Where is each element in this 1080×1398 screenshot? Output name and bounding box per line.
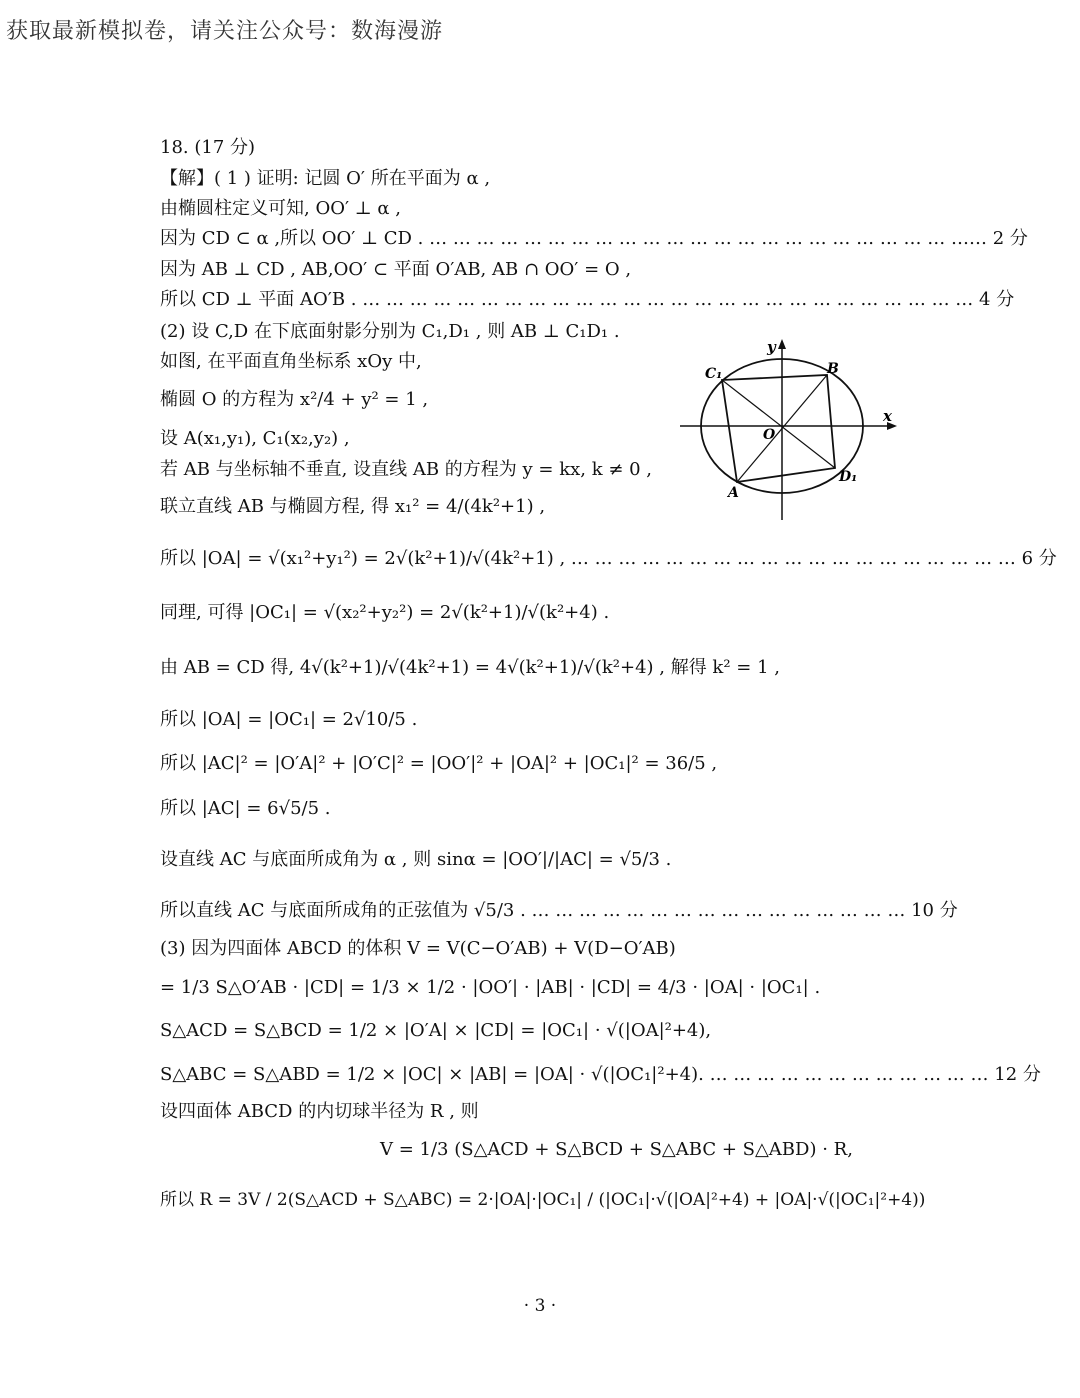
solution-line: 如图, 在平面直角坐标系 xOy 中, (160, 351, 422, 372)
solution-line: 由 AB = CD 得, 4√(k²+1)/√(4k²+1) = 4√(k²+1)/√(k²+4) , 解得 k² = 1 , (160, 657, 780, 678)
quadrilateral (722, 375, 835, 482)
solution-line: 因为 AB ⊥ CD , AB,OO′ ⊂ 平面 O′AB, AB ∩ OO′ = O , (160, 259, 632, 280)
solution-line: 设 A(x₁,y₁), C₁(x₂,y₂) , (160, 428, 350, 449)
ellipse-figure (675, 335, 910, 525)
label-b: B (827, 361, 839, 377)
solution-line: 由椭圆柱定义可知, OO′ ⊥ α , (160, 198, 402, 219)
solution-line: (3) 因为四面体 ABCD 的体积 V = V(C−O′AB) + V(D−O′AB) (160, 938, 676, 959)
solution-line: 若 AB 与坐标轴不垂直, 设直线 AB 的方程为 y = kx, k ≠ 0 , (160, 459, 653, 480)
solution-line: 所以 |AC|² = |O′A|² + |O′C|² = |OO′|² + |OA|² + |OC₁|² = 36/5 , (160, 753, 718, 774)
solution-line: 【解】( 1 ) 证明: 记圆 O′ 所在平面为 α , (160, 168, 491, 189)
solution-line: = 1/3 S△O′AB · |CD| = 1/3 × 1/2 · |OO′| · |AB| · |CD| = 4/3 · |OA| · |OC₁| . (160, 977, 821, 998)
solution-line: 所以 R = 3V / 2(S△ACD + S△ABC) = 2·|OA|·|OC₁| / (|OC₁|·√(|OA|²+4) + |OA|·√(|OC₁|²+4)) (160, 1190, 926, 1210)
solution-line: 所以 |OA| = |OC₁| = 2√10/5 . (160, 709, 418, 730)
solution-line: 联立直线 AB 与椭圆方程, 得 x₁² = 4/(4k²+1) , (160, 496, 546, 517)
solution-line: V = 1/3 (S△ACD + S△BCD + S△ABC + S△ABD) · R, (380, 1139, 853, 1160)
label-d1: D₁ (839, 469, 858, 485)
solution-line: S△ABC = S△ABD = 1/2 × |OC| × |AB| = |OA| · √(|OC₁|²+4). … … … … … … … … … … … … 12 分 (160, 1064, 1041, 1085)
label-o: O (763, 427, 776, 443)
solution-line: 设四面体 ABCD 的内切球半径为 R , 则 (160, 1101, 479, 1122)
page-header: 获取最新模拟卷，请关注公众号：数海漫游 (6, 19, 444, 44)
solution-line: 椭圆 O 的方程为 x²/4 + y² = 1 , (160, 389, 429, 410)
solution-line: 设直线 AC 与底面所成角为 α , 则 sinα = |OO′|/|AC| = √5/3 . (160, 849, 672, 870)
solution-line: 所以 CD ⊥ 平面 AO′B . … … … … … … … … … … … … … … … … … … … … … … … … … … 4 分 (160, 289, 1015, 310)
diagonal-c1d1 (722, 380, 835, 468)
solution-line: 所以 |AC| = 6√5/5 . (160, 798, 331, 819)
solution-line: 同理, 可得 |OC₁| = √(x₂²+y₂²) = 2√(k²+1)/√(k²+4) . (160, 602, 610, 623)
solution-line: (2) 设 C,D 在下底面射影分别为 C₁,D₁ , 则 AB ⊥ C₁D₁ . (160, 321, 620, 342)
solution-line: 所以 |OA| = √(x₁²+y₁²) = 2√(k²+1)/√(4k²+1) , … … … … … … … … … … … … … … … … … … … 6 分 (160, 548, 1057, 569)
solution-line: S△ACD = S△BCD = 1/2 × |O′A| × |CD| = |OC₁| · √(|OA|²+4), (160, 1020, 712, 1041)
solution-line: 所以直线 AC 与底面所成角的正弦值为 √5/3 . … … … … … … … … … … … … … … … … 10 分 (160, 900, 958, 921)
solution-line: 因为 CD ⊂ α ,所以 OO′ ⊥ CD . … … … … … … … … … … … … … … … … … … … … … … …… 2 分 (160, 228, 1028, 249)
problem-title: 18. (17 分) (160, 137, 256, 158)
label-c1: C₁ (705, 366, 723, 382)
label-a: A (728, 485, 739, 501)
label-x: x (883, 407, 892, 425)
page-number: · 3 · (523, 1296, 557, 1316)
label-y: y (767, 338, 776, 356)
y-axis-arrow (778, 339, 786, 349)
